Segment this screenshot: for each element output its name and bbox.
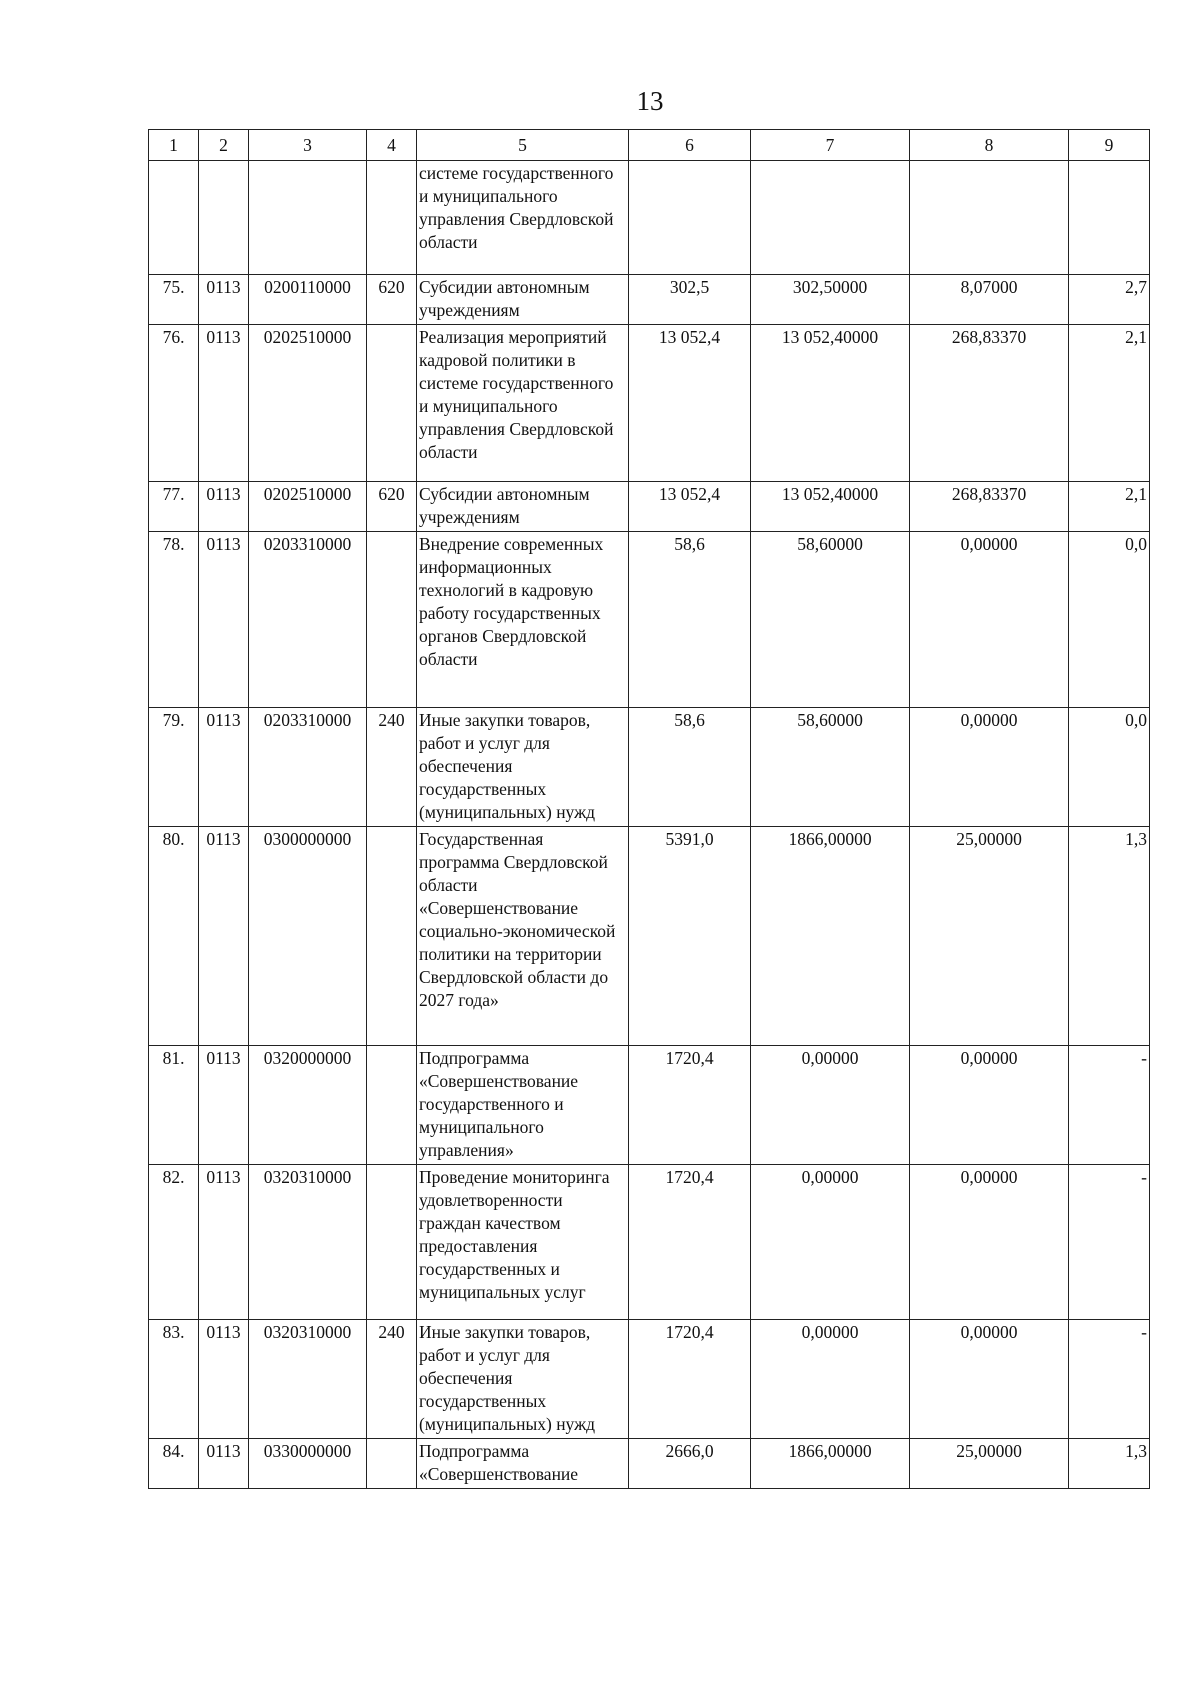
table-row — [149, 1439, 1150, 1489]
approved-amount-cell: 1866,00000 — [751, 1439, 910, 1489]
section-code-cell: 0113 — [199, 1046, 249, 1165]
description-cell: Подпрограмма «Совершенствование — [417, 1439, 629, 1489]
table-row — [149, 827, 1150, 1046]
header-col-2: 2 — [199, 130, 249, 161]
description-cell: Подпрограмма «Совершенствование государственного и муниципального управления» — [417, 1046, 629, 1165]
row-number-cell: 80. — [149, 827, 199, 1046]
section-code-cell: 0113 — [199, 532, 249, 708]
row-number-cell: 76. — [149, 325, 199, 482]
executed-amount-cell: 268,83370 — [910, 325, 1069, 482]
target-code-cell: 0202510000 — [249, 325, 367, 482]
header-col-8: 8 — [910, 130, 1069, 161]
target-code-cell: 0320000000 — [249, 1046, 367, 1165]
table-row — [149, 161, 1150, 275]
percent-cell — [1069, 161, 1150, 275]
table-row — [149, 1046, 1150, 1165]
target-code-cell — [249, 161, 367, 275]
row-number-cell: 78. — [149, 532, 199, 708]
percent-cell: 2,1 — [1069, 482, 1150, 532]
description-cell: Государственная программа Свердловской области «Совершенствование социально-экономической политики на территории Свердловской области до 2027 года» — [417, 827, 629, 1046]
row-number-cell: 84. — [149, 1439, 199, 1489]
header-col-7: 7 — [751, 130, 910, 161]
executed-amount-cell — [910, 161, 1069, 275]
percent-cell: 0,0 — [1069, 532, 1150, 708]
row-number-cell: 77. — [149, 482, 199, 532]
executed-amount-cell: 25,00000 — [910, 827, 1069, 1046]
plan-amount-cell: 58,6 — [629, 708, 751, 827]
description-cell: Иные закупки товаров, работ и услуг для обеспечения государственных (муниципальных) нужд — [417, 1320, 629, 1439]
expense-type-cell: 240 — [367, 708, 417, 827]
header-col-1: 1 — [149, 130, 199, 161]
plan-amount-cell: 5391,0 — [629, 827, 751, 1046]
percent-cell: 1,3 — [1069, 827, 1150, 1046]
header-col-6: 6 — [629, 130, 751, 161]
percent-cell: 2,7 — [1069, 275, 1150, 325]
table-row — [149, 532, 1150, 708]
header-col-3: 3 — [249, 130, 367, 161]
expense-type-cell — [367, 1439, 417, 1489]
description-cell: Субсидии автономным учреждениям — [417, 482, 629, 532]
approved-amount-cell: 302,50000 — [751, 275, 910, 325]
percent-cell: 1,3 — [1069, 1439, 1150, 1489]
target-code-cell: 0203310000 — [249, 532, 367, 708]
plan-amount-cell: 13 052,4 — [629, 325, 751, 482]
approved-amount-cell: 58,60000 — [751, 708, 910, 827]
percent-cell: 0,0 — [1069, 708, 1150, 827]
plan-amount-cell: 302,5 — [629, 275, 751, 325]
description-cell: Проведение мониторинга удовлетворенности граждан качеством предоставления государственных и муниципальных услуг — [417, 1165, 629, 1320]
plan-amount-cell: 1720,4 — [629, 1046, 751, 1165]
table-header — [149, 130, 1150, 161]
approved-amount-cell: 0,00000 — [751, 1320, 910, 1439]
row-number-cell: 79. — [149, 708, 199, 827]
expense-type-cell: 620 — [367, 482, 417, 532]
row-number-cell: 83. — [149, 1320, 199, 1439]
plan-amount-cell — [629, 161, 751, 275]
percent-cell: - — [1069, 1165, 1150, 1320]
approved-amount-cell: 13 052,40000 — [751, 325, 910, 482]
executed-amount-cell: 0,00000 — [910, 708, 1069, 827]
section-code-cell: 0113 — [199, 325, 249, 482]
plan-amount-cell: 2666,0 — [629, 1439, 751, 1489]
header-col-5: 5 — [417, 130, 629, 161]
header-col-4: 4 — [367, 130, 417, 161]
target-code-cell: 0330000000 — [249, 1439, 367, 1489]
target-code-cell: 0320310000 — [249, 1320, 367, 1439]
row-number-cell — [149, 161, 199, 275]
section-code-cell — [199, 161, 249, 275]
percent-cell: - — [1069, 1320, 1150, 1439]
approved-amount-cell: 13 052,40000 — [751, 482, 910, 532]
expense-type-cell — [367, 532, 417, 708]
percent-cell: - — [1069, 1046, 1150, 1165]
executed-amount-cell: 0,00000 — [910, 532, 1069, 708]
section-code-cell: 0113 — [199, 482, 249, 532]
approved-amount-cell: 0,00000 — [751, 1046, 910, 1165]
approved-amount-cell: 1866,00000 — [751, 827, 910, 1046]
section-code-cell: 0113 — [199, 275, 249, 325]
row-number-cell: 81. — [149, 1046, 199, 1165]
section-code-cell: 0113 — [199, 1439, 249, 1489]
expense-type-cell — [367, 161, 417, 275]
plan-amount-cell: 1720,4 — [629, 1320, 751, 1439]
target-code-cell: 0200110000 — [249, 275, 367, 325]
executed-amount-cell: 0,00000 — [910, 1320, 1069, 1439]
plan-amount-cell: 13 052,4 — [629, 482, 751, 532]
description-cell: Субсидии автономным учреждениям — [417, 275, 629, 325]
expense-type-cell: 620 — [367, 275, 417, 325]
executed-amount-cell: 0,00000 — [910, 1046, 1069, 1165]
header-row — [149, 130, 1150, 161]
expense-type-cell — [367, 1165, 417, 1320]
executed-amount-cell: 268,83370 — [910, 482, 1069, 532]
target-code-cell: 0203310000 — [249, 708, 367, 827]
expense-type-cell — [367, 325, 417, 482]
expense-type-cell: 240 — [367, 1320, 417, 1439]
row-number-cell: 82. — [149, 1165, 199, 1320]
table-row — [149, 325, 1150, 482]
target-code-cell: 0300000000 — [249, 827, 367, 1046]
plan-amount-cell: 1720,4 — [629, 1165, 751, 1320]
plan-amount-cell: 58,6 — [629, 532, 751, 708]
description-cell: Иные закупки товаров, работ и услуг для обеспечения государственных (муниципальных) нужд — [417, 708, 629, 827]
expense-type-cell — [367, 1046, 417, 1165]
target-code-cell: 0202510000 — [249, 482, 367, 532]
table-row — [149, 1165, 1150, 1320]
target-code-cell: 0320310000 — [249, 1165, 367, 1320]
executed-amount-cell: 25,00000 — [910, 1439, 1069, 1489]
page-number: 13 — [636, 86, 664, 116]
budget-table — [148, 129, 1150, 1489]
section-code-cell: 0113 — [199, 827, 249, 1046]
approved-amount-cell: 0,00000 — [751, 1165, 910, 1320]
expense-type-cell — [367, 827, 417, 1046]
table-body — [149, 161, 1150, 1489]
description-cell: Реализация мероприятий кадровой политики в системе государственного и муниципального управления Свердловской области — [417, 325, 629, 482]
row-number-cell: 75. — [149, 275, 199, 325]
description-cell: Внедрение современных информационных технологий в кадровую работу государственных органов Свердловской области — [417, 532, 629, 708]
table-row — [149, 482, 1150, 532]
table-row — [149, 708, 1150, 827]
section-code-cell: 0113 — [199, 1165, 249, 1320]
table-row — [149, 1320, 1150, 1439]
header-col-9: 9 — [1069, 130, 1150, 161]
executed-amount-cell: 8,07000 — [910, 275, 1069, 325]
section-code-cell: 0113 — [199, 708, 249, 827]
percent-cell: 2,1 — [1069, 325, 1150, 482]
approved-amount-cell: 58,60000 — [751, 532, 910, 708]
description-cell: системе государственного и муниципального управления Свердловской области — [417, 161, 629, 275]
approved-amount-cell — [751, 161, 910, 275]
section-code-cell: 0113 — [199, 1320, 249, 1439]
table-row — [149, 275, 1150, 325]
executed-amount-cell: 0,00000 — [910, 1165, 1069, 1320]
